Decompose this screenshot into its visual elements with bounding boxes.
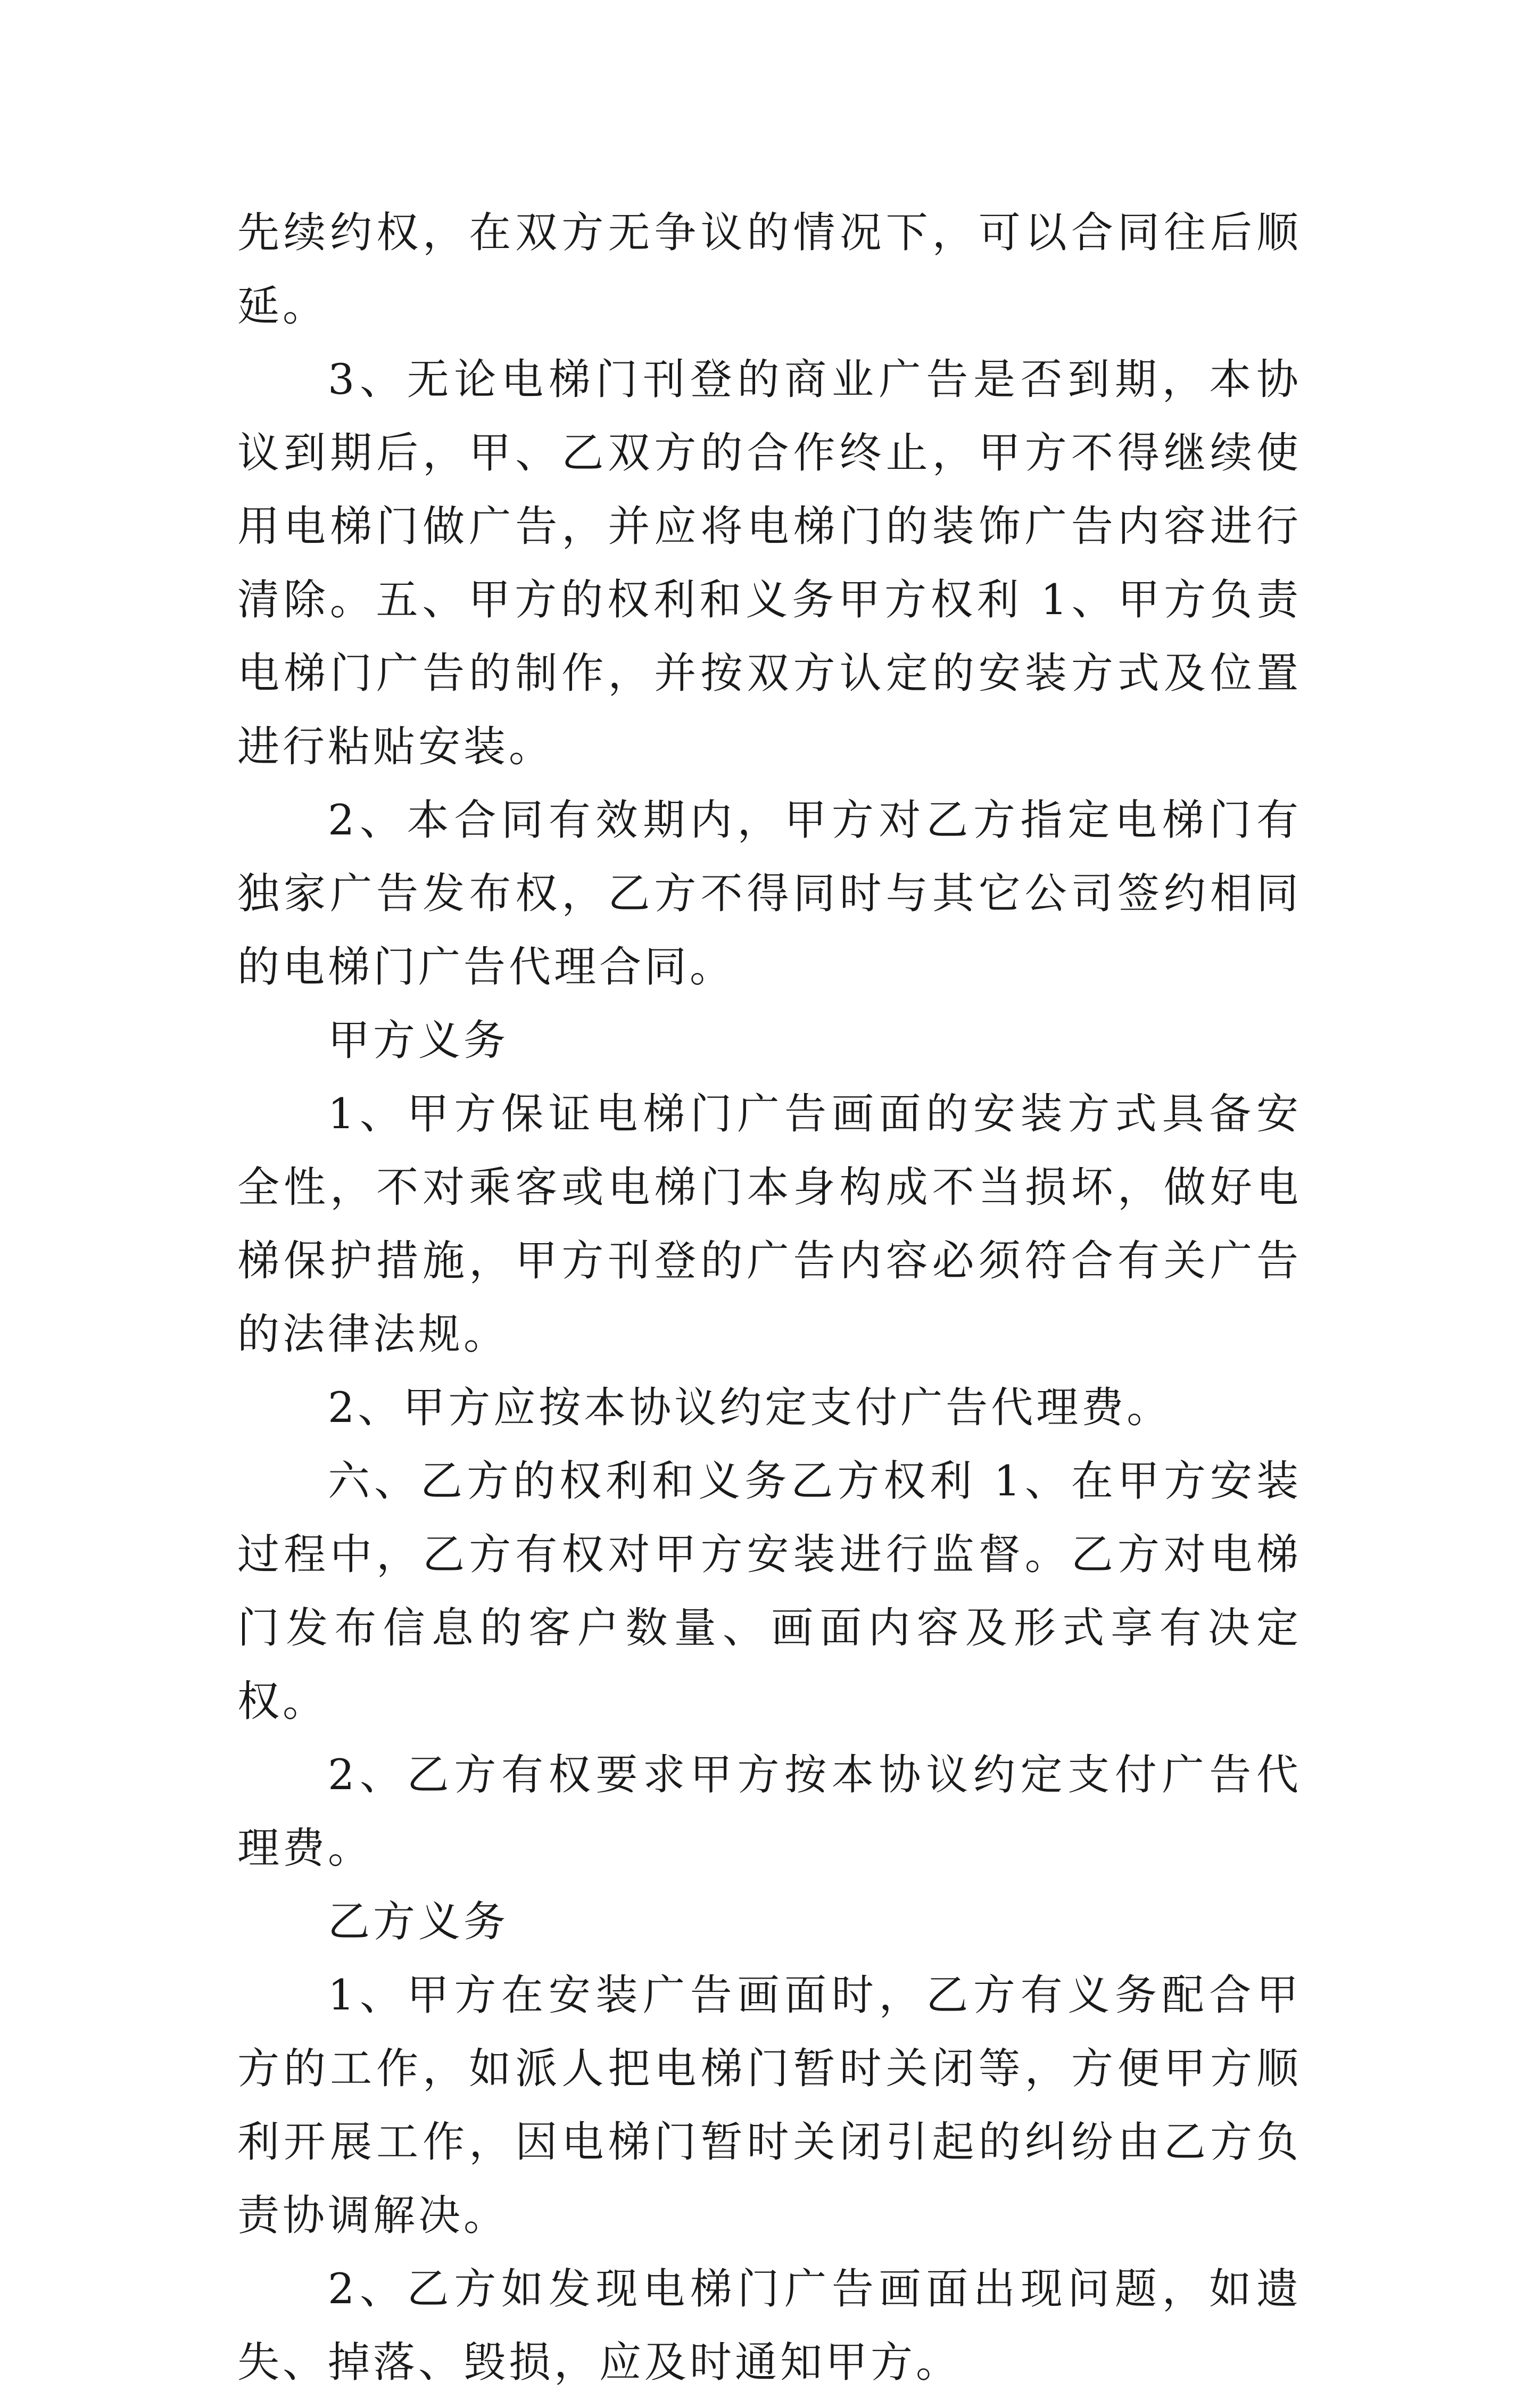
section-heading-party-b-obligations: 乙方义务 <box>328 1897 509 1946</box>
section-heading-party-a-obligations: 甲方义务 <box>328 1016 509 1065</box>
paragraph-10: 1、甲方在安装广告画面时，乙方有义务配合甲方的工作，如派人把电梯门暂时关闭等，方便甲方顺利开展工作，因电梯门暂时关闭引起的纠纷由乙方负责协调解决。 <box>237 1971 1302 2240</box>
paragraph-5: 1、甲方保证电梯门广告画面的安装方式具备安全性，不对乘客或电梯门本身构成不当损坏，做好电梯保护措施，甲方刊登的广告内容必须符合有关广告的法律法规。 <box>237 1089 1302 1359</box>
paragraph-7: 六、乙方的权利和义务乙方权利 1、在甲方安装过程中，乙方有权对甲方安装进行监督。乙方对电梯门发布信息的客户数量、画面内容及形式享有决定权。 <box>237 1457 1302 1726</box>
paragraph-6: 2、甲方应按本协议约定支付广告代理费。 <box>328 1383 1172 1432</box>
document-body <box>237 196 1302 2399</box>
paragraph-2: 3、无论电梯门刊登的商业广告是否到期，本协议到期后，甲、乙双方的合作终止，甲方不得继续使用电梯门做广告，并应将电梯门的装饰广告内容进行清除。五、甲方的权利和义务甲方权利 1、甲方负责电梯门广告的制作，并按双方认定的安装方式及位置进行粘贴安装。 <box>237 355 1302 771</box>
paragraph-1: 先续约权，在双方无争议的情况下，可以合同往后顺延。 <box>237 208 1302 330</box>
paragraph-11: 2、乙方如发现电梯门广告画面出现问题，如遗失、掉落、毁损，应及时通知甲方。 <box>237 2264 1302 2387</box>
paragraph-8: 2、乙方有权要求甲方按本协议约定支付广告代理费。 <box>237 1750 1302 1873</box>
paragraph-3: 2、本合同有效期内，甲方对乙方指定电梯门有独家广告发布权，乙方不得同时与其它公司签约相同的电梯门广告代理合同。 <box>237 796 1302 991</box>
